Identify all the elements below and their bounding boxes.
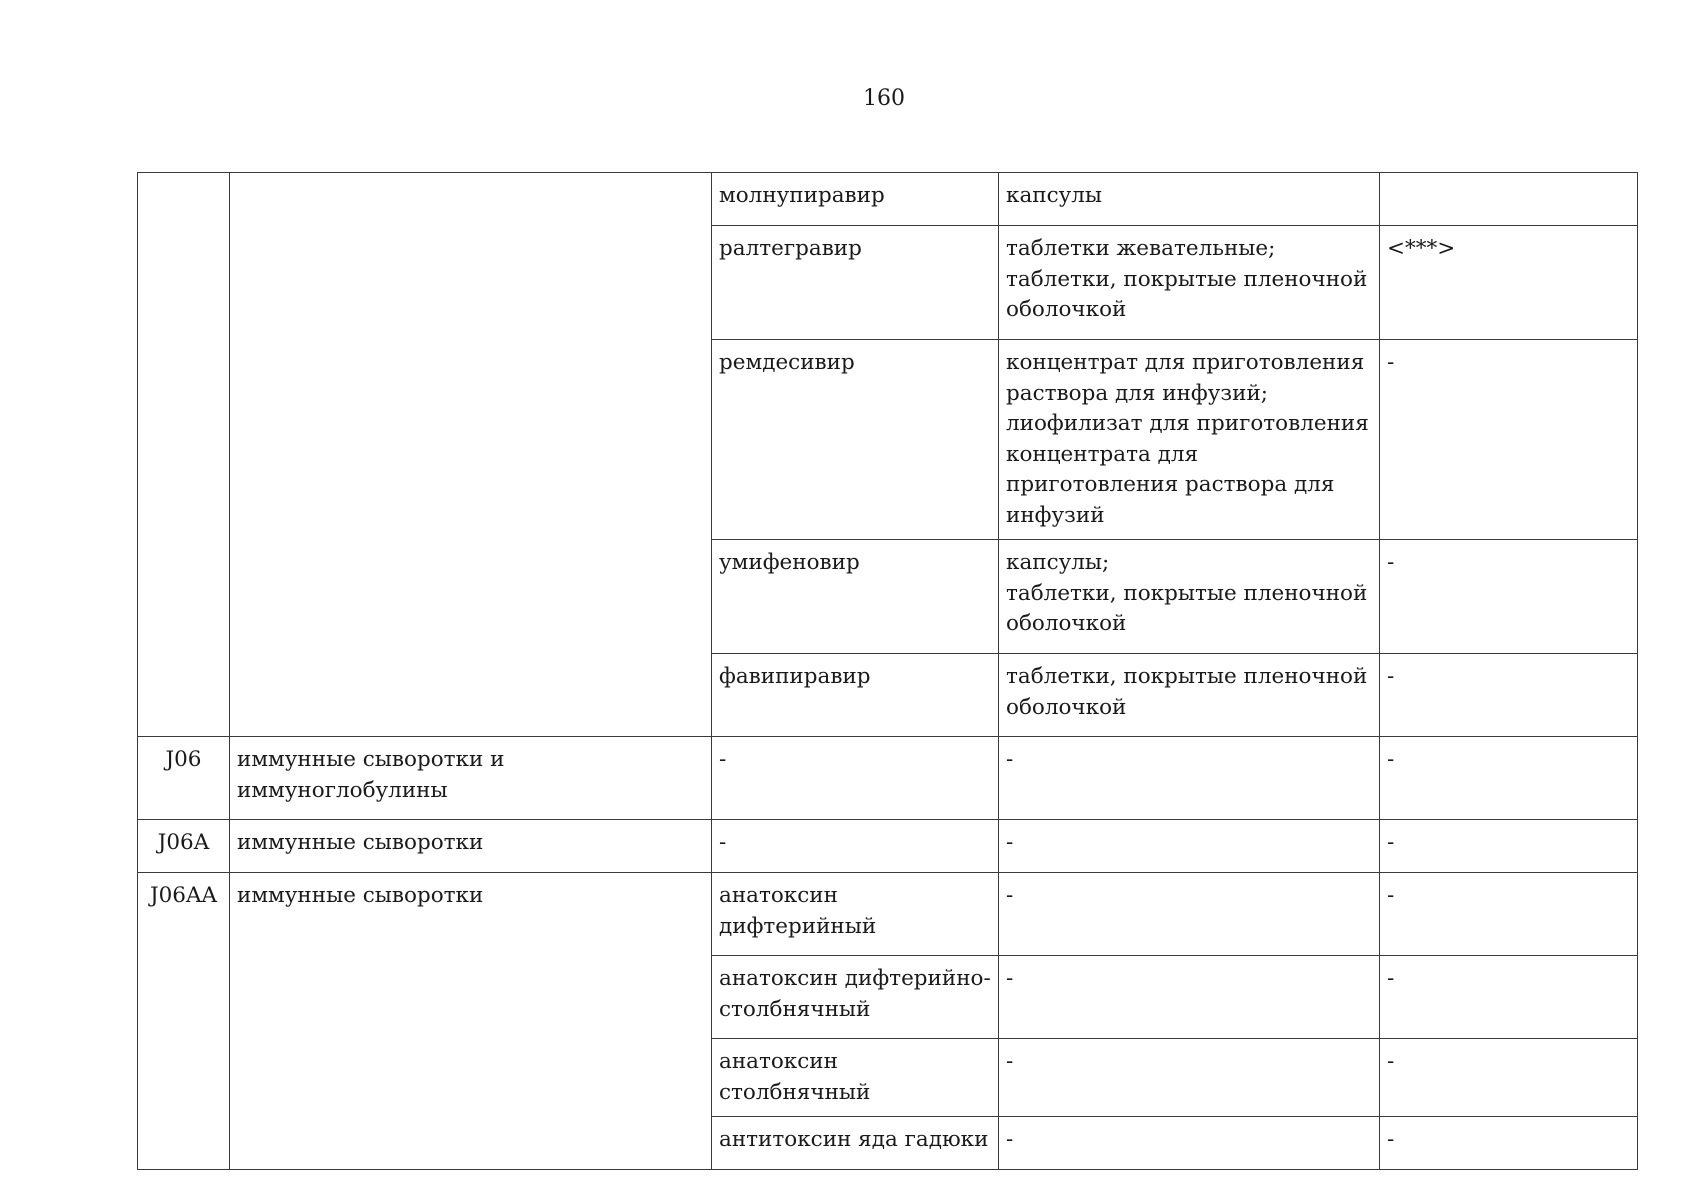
atc-code-cell: J06A xyxy=(138,820,230,873)
group-name-cell: иммунные сыворотки xyxy=(230,873,712,1170)
dosage-form-cell: концентрат для приготовления раствора для инфузий; лиофилизат для приготовления концентрата для приготовления раствора для инфузий xyxy=(999,340,1380,540)
note-cell: - xyxy=(1380,873,1638,956)
dosage-form-cell: - xyxy=(999,1039,1380,1117)
atc-code-cell: J06 xyxy=(138,737,230,820)
note-cell: - xyxy=(1380,1039,1638,1117)
dosage-form-cell: - xyxy=(999,820,1380,873)
drug-name-cell: молнупиравир xyxy=(712,173,999,226)
drug-name-cell: ремдесивир xyxy=(712,340,999,540)
drug-table xyxy=(137,172,1638,1170)
dosage-form-cell: - xyxy=(999,956,1380,1039)
group-name-cell: иммунные сыворотки xyxy=(230,820,712,873)
note-cell: - xyxy=(1380,1117,1638,1170)
drug-name-cell: фавипиравир xyxy=(712,654,999,737)
note-cell: - xyxy=(1380,540,1638,654)
note-cell: - xyxy=(1380,737,1638,820)
page-number: 160 xyxy=(863,86,905,111)
note-cell: - xyxy=(1380,340,1638,540)
dosage-form-cell: - xyxy=(999,873,1380,956)
dosage-form-cell: - xyxy=(999,737,1380,820)
atc-code-cell xyxy=(138,173,230,737)
group-name-cell xyxy=(230,173,712,737)
note-cell xyxy=(1380,173,1638,226)
drug-name-cell: - xyxy=(712,820,999,873)
table-row xyxy=(138,173,1638,226)
table-row xyxy=(138,737,1638,820)
drug-name-cell: антитоксин яда гадюки xyxy=(712,1117,999,1170)
dosage-form-cell: - xyxy=(999,1117,1380,1170)
table-row xyxy=(138,820,1638,873)
dosage-form-cell: таблетки жевательные; таблетки, покрытые пленочной оболочкой xyxy=(999,226,1380,340)
note-cell: <***> xyxy=(1380,226,1638,340)
drug-name-cell: анатоксин дифтерийно- столбнячный xyxy=(712,956,999,1039)
drug-name-cell: анатоксин столбнячный xyxy=(712,1039,999,1117)
table-row xyxy=(138,873,1638,956)
drug-name-cell: ралтегравир xyxy=(712,226,999,340)
dosage-form-cell: таблетки, покрытые пленочной оболочкой xyxy=(999,654,1380,737)
dosage-form-cell: капсулы; таблетки, покрытые пленочной оболочкой xyxy=(999,540,1380,654)
drug-name-cell: - xyxy=(712,737,999,820)
group-name-cell: иммунные сыворотки и иммуноглобулины xyxy=(230,737,712,820)
dosage-form-cell: капсулы xyxy=(999,173,1380,226)
atc-code-cell: J06AA xyxy=(138,873,230,1170)
note-cell: - xyxy=(1380,654,1638,737)
note-cell: - xyxy=(1380,820,1638,873)
drug-name-cell: анатоксин дифтерийный xyxy=(712,873,999,956)
note-cell: - xyxy=(1380,956,1638,1039)
drug-name-cell: умифеновир xyxy=(712,540,999,654)
